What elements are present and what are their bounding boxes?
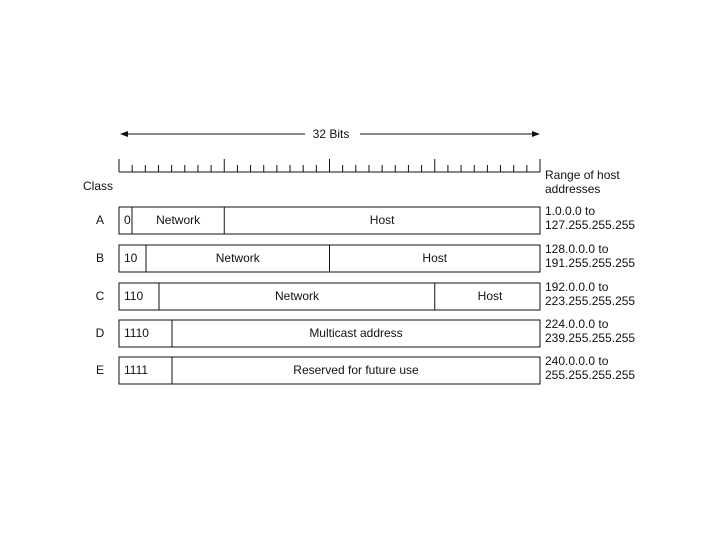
class-prefix-bits: 0 [124,213,131,227]
class-letter: D [95,326,105,340]
host-range-line: 240.0.0.0 to [545,354,609,368]
host-range-line: 224.0.0.0 to [545,317,609,331]
class-letter: B [95,251,105,265]
host-range-line: 127.255.255.255 [545,218,636,232]
range-header-line-1: Range of host [545,168,620,182]
class-header: Class [83,179,114,193]
bit-ruler [119,159,540,172]
field-label: Host [477,289,503,303]
class-prefix-bits: 1111 [124,363,149,377]
class-letter: A [95,213,105,227]
bit-width-arrow [120,127,540,141]
field-label: Host [422,251,448,265]
class-rows [96,204,636,384]
field-label: Network [156,213,201,227]
class-prefix-bits: 10 [124,251,138,265]
class-row-d [96,317,636,347]
class-prefix-bits: 110 [124,289,144,303]
arrow-left-icon [120,131,128,137]
host-range-line: 192.0.0.0 to [545,280,609,294]
field-label: Multicast address [309,326,403,340]
class-row-a [96,204,635,234]
class-letter: C [95,289,105,303]
host-range-line: 128.0.0.0 to [545,242,609,256]
arrow-right-icon [532,131,540,137]
class-row-b [96,242,635,272]
field-label: Network [274,289,320,303]
class-row-e [96,354,635,384]
width-label: 32 Bits [312,127,350,141]
host-range-line: 1.0.0.0 to [545,204,596,218]
class-letter: E [95,363,105,377]
field-label: Reserved for future use [293,363,419,377]
host-range-line: 239.255.255.255 [545,331,636,345]
host-range-line: 223.255.255.255 [545,294,636,308]
host-range-line: 255.255.255.255 [545,368,636,382]
field-label: Network [215,251,260,265]
host-range-line: 191.255.255.255 [545,256,636,270]
class-row-c [96,280,636,310]
range-header-line-2: addresses [545,182,601,196]
field-label: Host [369,213,395,227]
class-prefix-bits: 1110 [124,326,149,340]
